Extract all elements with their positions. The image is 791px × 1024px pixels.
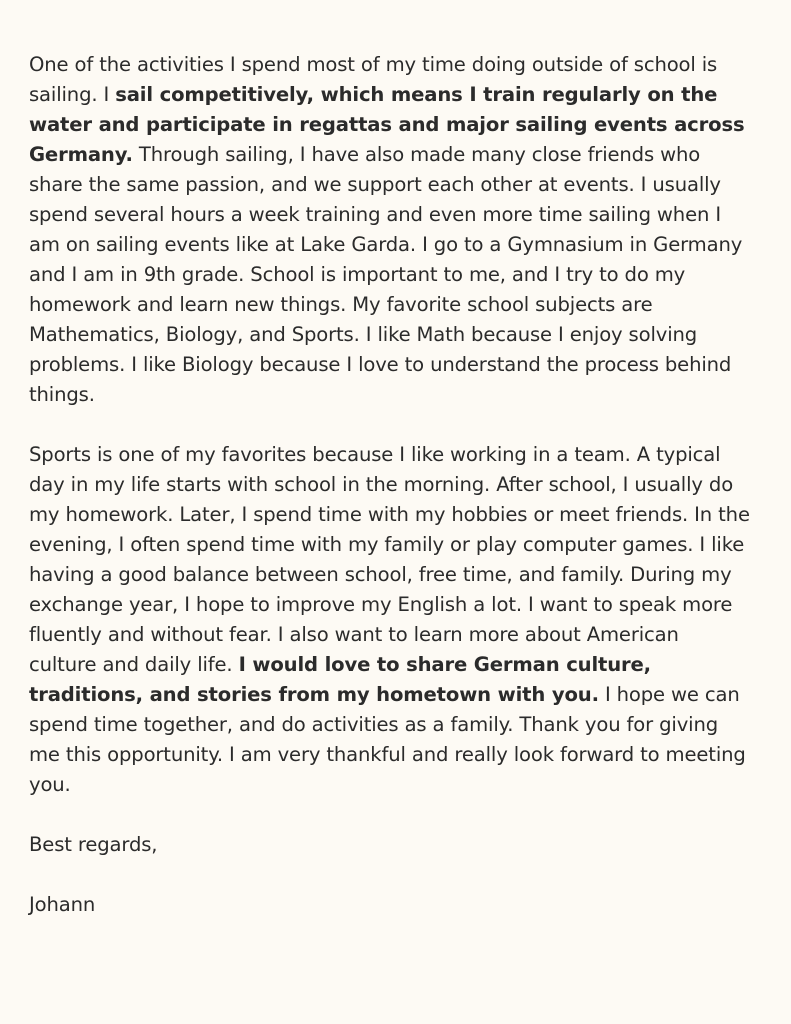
paragraph-2-text-b: I hope we can spend time together, and do activities as a family. Thank you for giving me this opportunity. I am very thankful and really look forward to meeting you.: [29, 683, 746, 796]
paragraph-1-text-a: One of the activities I spend most of my time doing outside of school is sailing. I: [29, 53, 718, 106]
letter-body: [29, 50, 751, 920]
paragraph-1-bold: sail competitively, which means I train regularly on the water and participate in regattas and major sailing events across Germany.: [29, 83, 745, 166]
paragraph-2-text-a: Sports is one of my favorites because I like working in a team. A typical day in my life starts with school in the morning. After school, I usually do my homework. Later, I spend time with my hobbies or meet friends. In the evening, I often spend time with my family or play computer games. I like having a good balance between school, free time, and family. During my exchange year, I hope to improve my English a lot. I want to speak more fluently and without fear. I also want to learn more about American culture and daily life.: [29, 443, 750, 676]
paragraph-sailing-school: [29, 50, 751, 410]
closing-line: Best regards,: [29, 833, 158, 856]
paragraph-2-bold: I would love to share German culture, traditions, and stories from my hometown with you.: [29, 653, 651, 706]
paragraph-1-text-b: Through sailing, I have also made many close friends who share the same passion, and we support each other at events. I usually spend several hours a week training and even more time sailing when I am on sailing events like at Lake Garda. I go to a Gymnasium in Germany and I am in 9th grade. School is important to me, and I try to do my homework and learn new things. My favorite school subjects are Mathematics, Biology, and Sports. I like Math because I enjoy solving problems. I like Biology because I love to understand the process behind things.: [29, 143, 743, 406]
signature: Johann: [29, 893, 96, 916]
paragraph-daily-life-exchange: [29, 440, 751, 800]
